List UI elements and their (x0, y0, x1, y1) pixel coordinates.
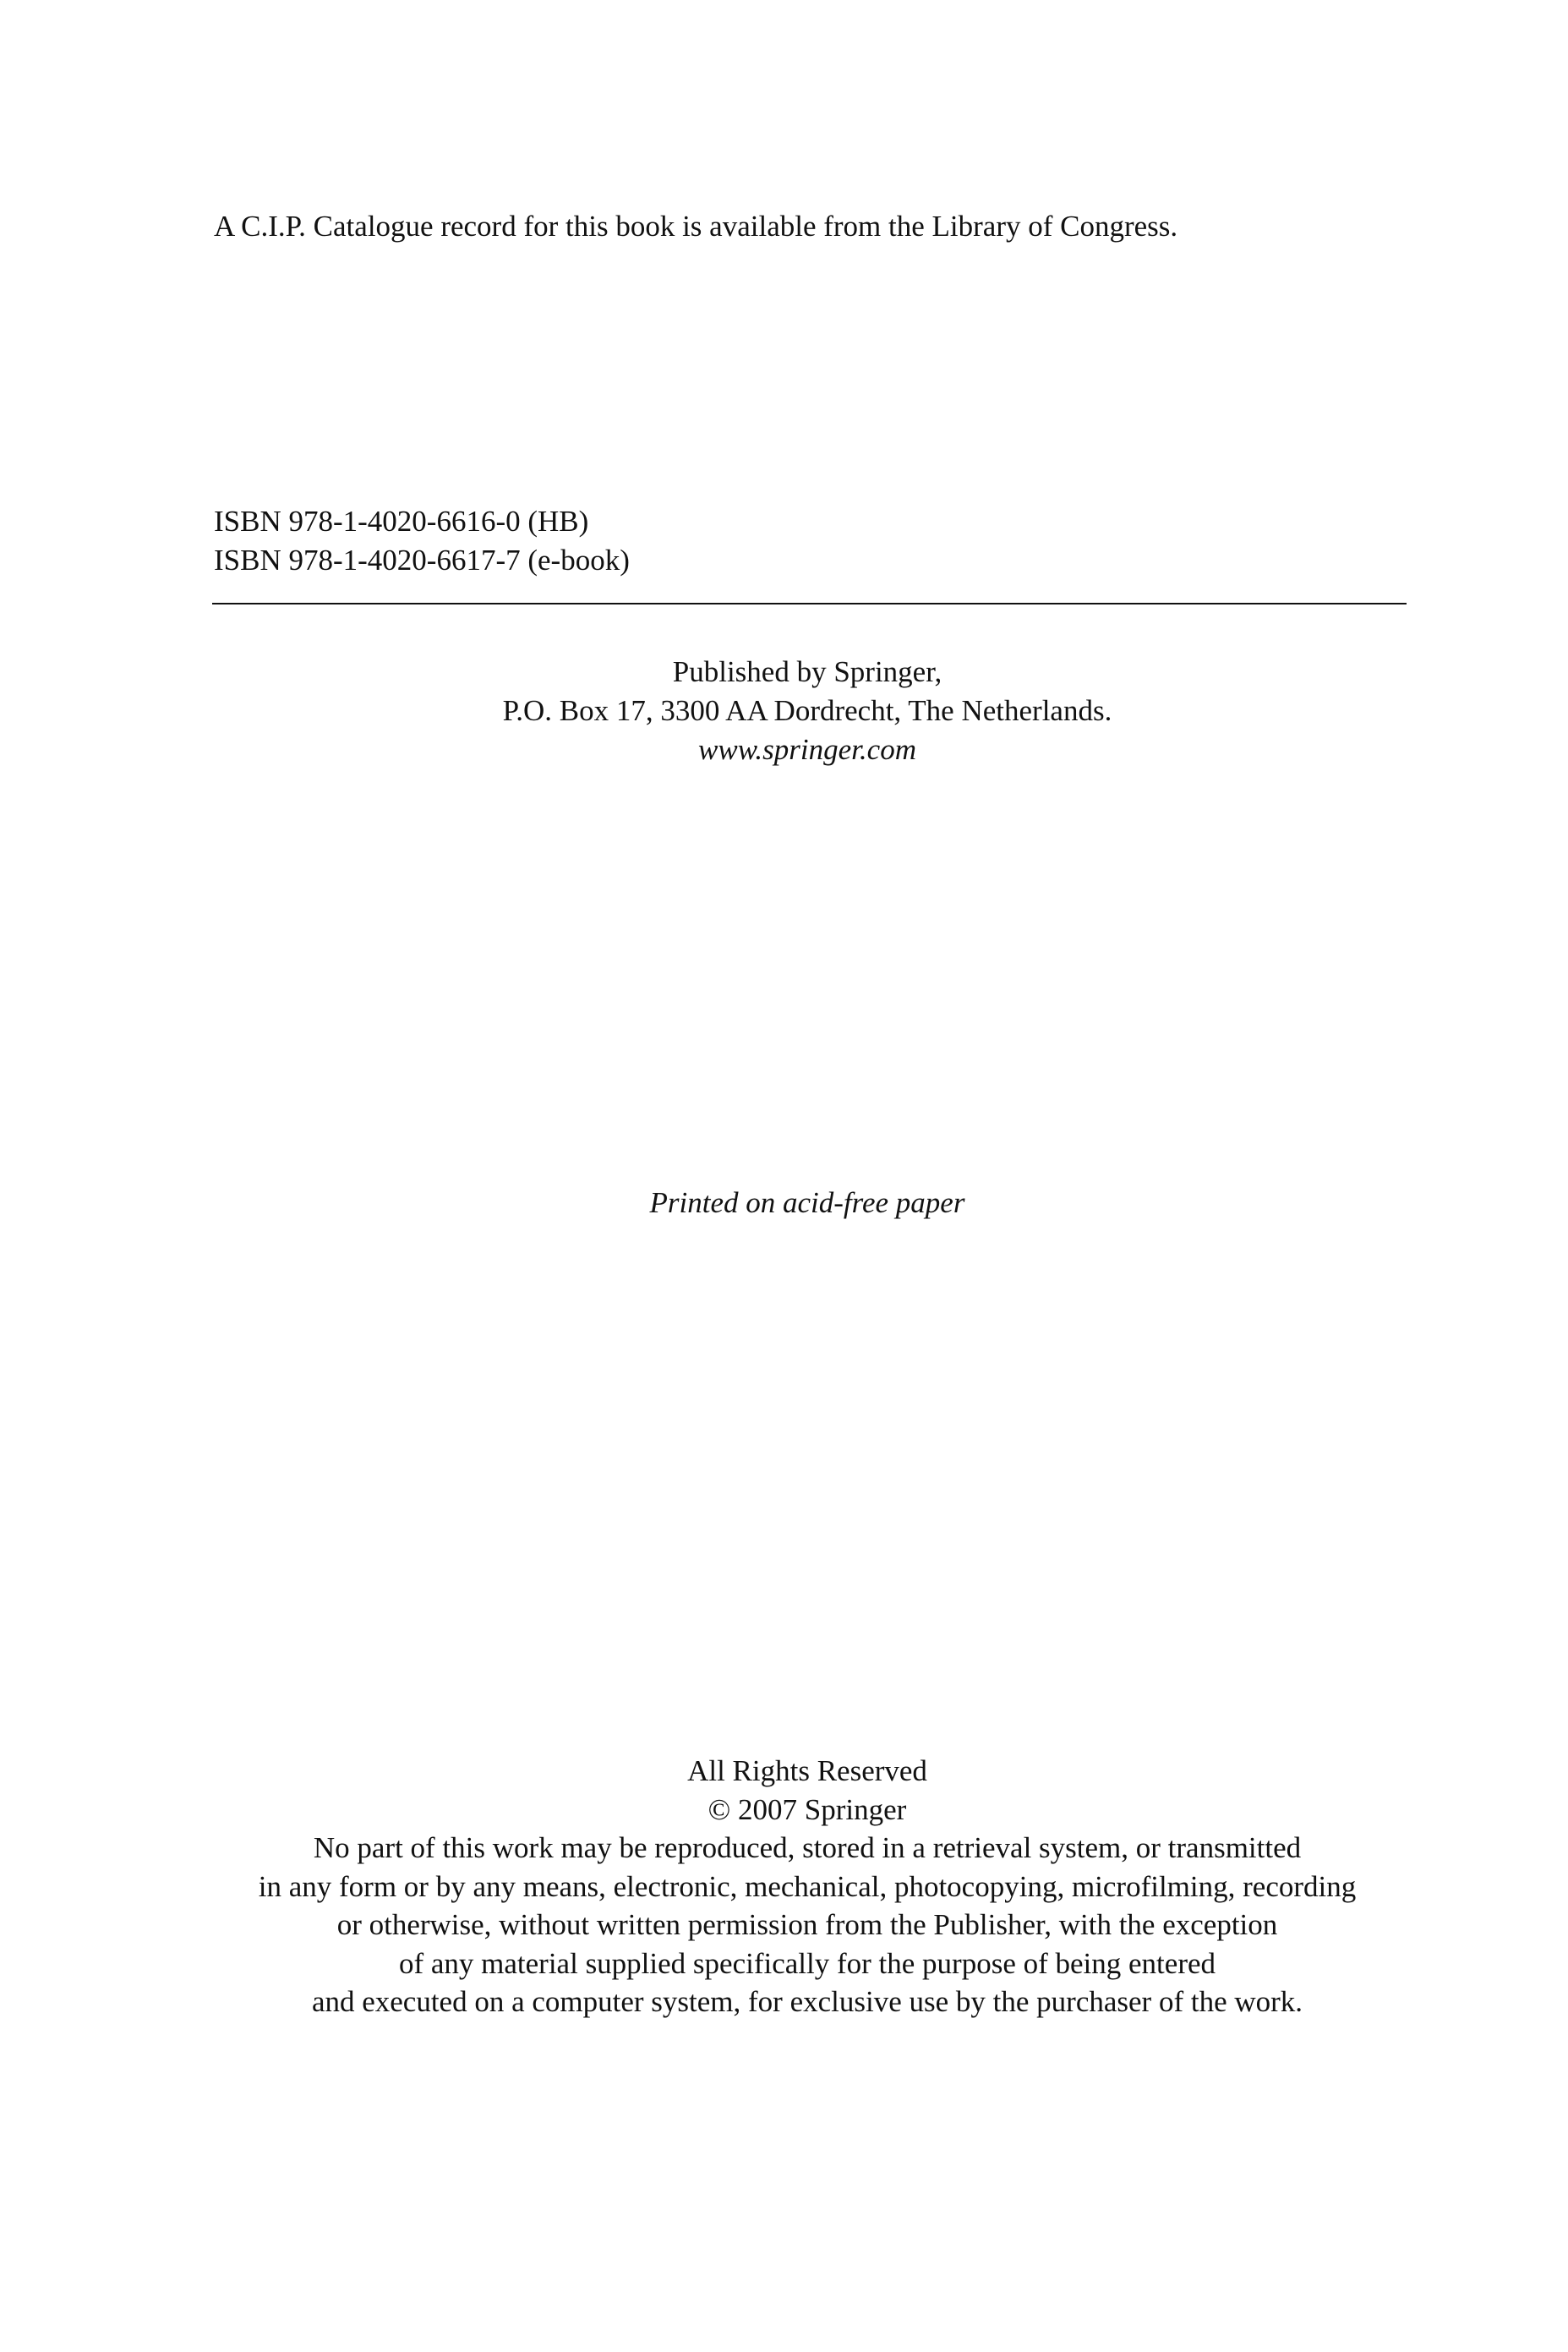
rights-text-line: of any material supplied specifically for the purpose of being entered (398, 1946, 1216, 1980)
rights-text-line: No part of this work may be reproduced, stored in a retrieval system, or transmitted (313, 1831, 1302, 1864)
horizontal-divider (212, 603, 1407, 604)
rights-text-line: and executed on a computer system, for exclusive use by the purchaser of the work. (311, 1985, 1303, 2018)
rights-text-line: in any form or by any means, electronic, mechanical, photocopying, microfilming, recording (258, 1869, 1357, 1903)
isbn-ebook: ISBN 978-1-4020-6617-7 (e-book) (214, 544, 630, 577)
publisher-name: Published by Springer, (672, 655, 942, 688)
copyright-line: © 2007 Springer (708, 1792, 907, 1826)
publisher-address: P.O. Box 17, 3300 AA Dordrecht, The Netherlands. (502, 694, 1112, 727)
acid-free-paper-note: Printed on acid-free paper (649, 1186, 965, 1219)
cip-statement: A C.I.P. Catalogue record for this book is available from the Library of Congress. (214, 210, 1178, 243)
rights-heading: All Rights Reserved (687, 1754, 927, 1787)
rights-text-line: or otherwise, without written permission from the Publisher, with the exception (336, 1908, 1278, 1941)
rights-block (0, 1752, 1568, 2021)
publisher-website: www.springer.com (698, 733, 916, 766)
isbn-hardback: ISBN 978-1-4020-6616-0 (HB) (214, 505, 589, 538)
